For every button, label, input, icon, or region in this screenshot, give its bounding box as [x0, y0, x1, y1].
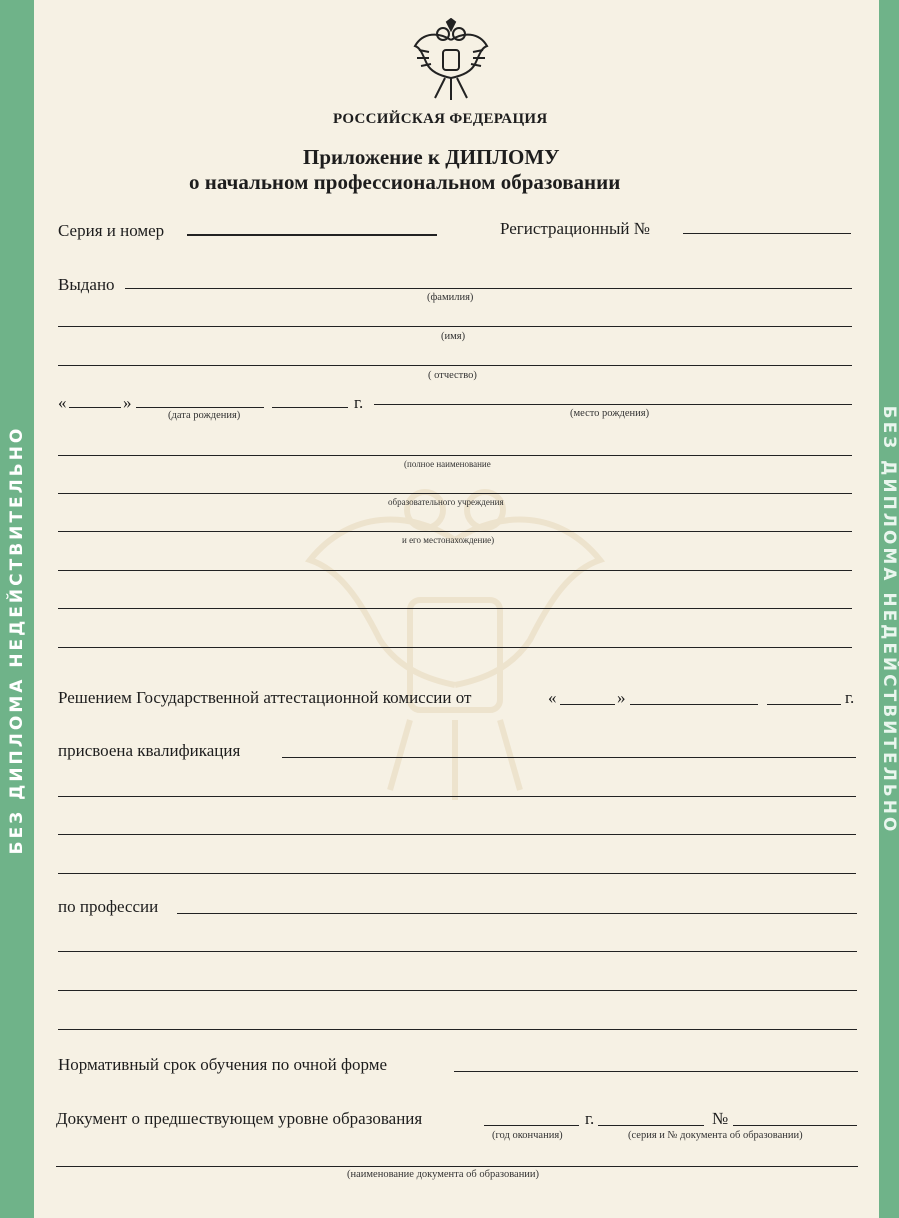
qualification-field[interactable]: [282, 757, 856, 758]
country-name: РОССИЙСКАЯ ФЕДЕРАЦИЯ: [333, 111, 548, 127]
grad-year-field[interactable]: [484, 1125, 579, 1126]
left-band-text: БЕЗ ДИПЛОМА НЕДЕЙСТВИТЕЛЬНО: [7, 425, 27, 855]
qualification-line-4[interactable]: [58, 873, 856, 874]
institution-line-3[interactable]: [58, 531, 852, 532]
birth-quote-open: «: [58, 393, 67, 412]
name-caption: (имя): [441, 331, 466, 342]
study-period-field[interactable]: [454, 1071, 858, 1072]
commission-quote-open: «: [548, 688, 557, 707]
commission-year-suffix: г.: [845, 688, 855, 707]
series-number-label: Серия и номер: [58, 221, 165, 240]
patronymic-caption: ( отчество): [428, 370, 477, 381]
profession-line-2[interactable]: [58, 951, 857, 952]
number-sign: №: [712, 1109, 729, 1128]
profession-field[interactable]: [177, 913, 857, 914]
qualification-line-3[interactable]: [58, 834, 856, 835]
commission-month-field[interactable]: [630, 704, 758, 705]
commission-day-field[interactable]: [560, 704, 615, 705]
birth-date-caption: (дата рождения): [168, 410, 241, 421]
series-number-field[interactable]: [187, 234, 437, 236]
profession-label: по профессии: [58, 897, 159, 916]
institution-caption-1: (полное наименование: [404, 459, 491, 469]
birth-place-caption: (место рождения): [570, 408, 650, 419]
right-band-text: БЕЗ ДИПЛОМА НЕДЕЙСТВИТЕЛЬНО: [879, 405, 899, 835]
study-period-label: Нормативный срок обучения по очной форме: [58, 1055, 388, 1074]
grad-year-suffix: г.: [585, 1109, 595, 1128]
prev-document-label: Документ о предшествующем уровне образования: [56, 1109, 423, 1128]
institution-line-2[interactable]: [58, 493, 852, 494]
grad-year-caption: (год окончания): [492, 1130, 563, 1141]
doc-series-field[interactable]: [598, 1125, 704, 1126]
commission-label: Решением Государственной аттестационной комиссии от: [58, 688, 472, 707]
birth-quote-close: »: [123, 393, 132, 412]
surname-field[interactable]: [125, 288, 852, 289]
patronymic-field[interactable]: [58, 365, 852, 366]
institution-caption-3: и его местонахождение): [402, 535, 495, 545]
birth-year-suffix: г.: [354, 393, 364, 412]
doc-number-field[interactable]: [733, 1125, 857, 1126]
profession-line-4[interactable]: [58, 1029, 857, 1030]
doc-name-field[interactable]: [56, 1166, 858, 1167]
institution-line-4[interactable]: [58, 570, 852, 571]
commission-year-field[interactable]: [767, 704, 841, 705]
doc-series-caption: (серия и № документа об образовании): [628, 1130, 803, 1141]
commission-quote-close: »: [617, 688, 626, 707]
watermark-eagle-icon: [290, 470, 620, 810]
institution-line-1[interactable]: [58, 455, 852, 456]
reg-number-field[interactable]: [683, 233, 851, 234]
qualification-label: присвоена квалификация: [58, 741, 241, 760]
qualification-line-2[interactable]: [58, 796, 856, 797]
institution-caption-2: образовательного учреждения: [388, 497, 504, 507]
surname-caption: (фамилия): [427, 292, 474, 303]
coat-of-arms-icon: [413, 18, 489, 102]
reg-number-label: Регистрационный №: [500, 219, 650, 238]
name-field[interactable]: [58, 326, 852, 327]
institution-line-5[interactable]: [58, 608, 852, 609]
issued-label: Выдано: [58, 275, 115, 294]
birth-day-field[interactable]: [69, 407, 121, 408]
birth-place-field[interactable]: [374, 404, 852, 405]
document-subtitle: о начальном профессиональном образовании: [189, 170, 621, 194]
document-title: Приложение к ДИПЛОМУ: [303, 145, 560, 169]
birth-month-field[interactable]: [136, 407, 264, 408]
doc-name-caption: (наименование документа об образовании): [347, 1169, 540, 1180]
profession-line-3[interactable]: [58, 990, 857, 991]
institution-line-6[interactable]: [58, 647, 852, 648]
birth-year-field[interactable]: [272, 407, 348, 408]
